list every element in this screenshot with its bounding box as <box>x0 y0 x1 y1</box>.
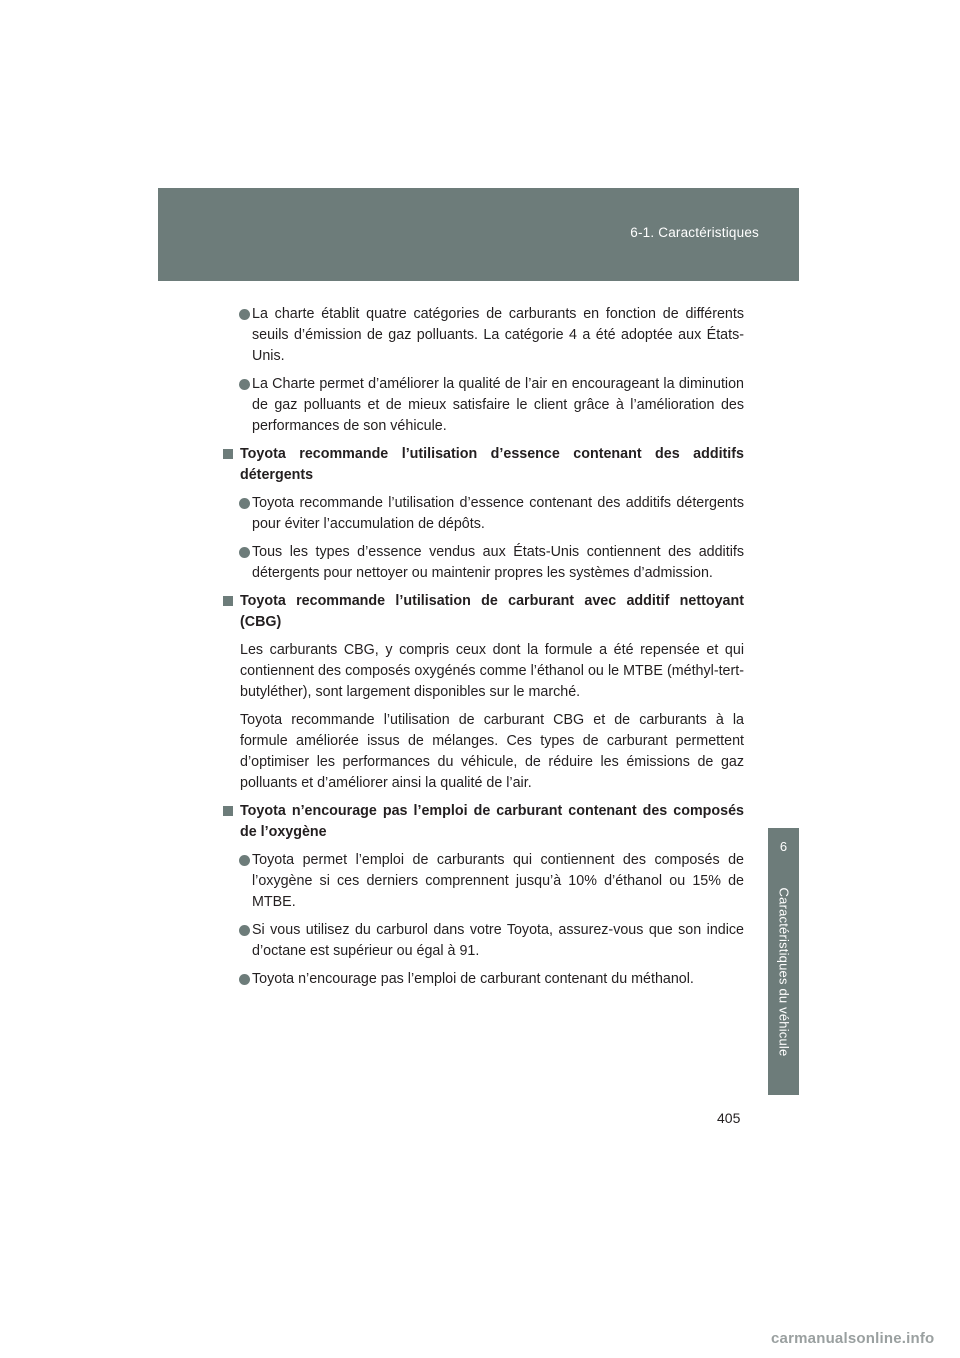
bullet-circle-icon <box>239 309 250 320</box>
square-marker-icon <box>223 449 233 459</box>
watermark: carmanualsonline.info <box>771 1330 935 1347</box>
bullet-item <box>222 374 744 437</box>
heading-text: Toyota recommande l’utilisation d’essence contenant des additifs détergents <box>240 446 744 483</box>
section-title: 6-1. Caractéristiques <box>630 225 759 240</box>
section-heading <box>222 444 744 486</box>
square-marker-icon <box>223 596 233 606</box>
square-marker-icon <box>223 806 233 816</box>
bullet-item <box>222 304 744 367</box>
bullet-circle-icon <box>239 974 250 985</box>
bullet-item <box>222 542 744 584</box>
bullet-text: Toyota n’encourage pas l’emploi de carburant contenant du méthanol. <box>252 971 694 987</box>
bullet-circle-icon <box>239 379 250 390</box>
page-number: 405 <box>717 1110 741 1126</box>
heading-text: Toyota n’encourage pas l’emploi de carburant contenant des composés de l’oxygène <box>240 803 744 840</box>
bullet-circle-icon <box>239 925 250 936</box>
chapter-tab <box>768 828 799 1095</box>
header-band <box>158 188 799 281</box>
bullet-item <box>222 493 744 535</box>
bullet-text: Tous les types d’essence vendus aux États-Unis contiennent des additifs détergents pour nettoyer ou maintenir propres les systèmes d’admission. <box>252 544 744 581</box>
bullet-item <box>222 850 744 913</box>
chapter-label: Caractéristiques du véhicule <box>776 887 791 1057</box>
chapter-number: 6 <box>779 839 788 854</box>
bullet-item <box>222 969 744 990</box>
section-heading <box>222 801 744 843</box>
bullet-circle-icon <box>239 855 250 866</box>
section-heading <box>222 591 744 633</box>
bullet-text: Si vous utilisez du carburol dans votre Toyota, assurez-vous que son indice d’octane est supérieur ou égal à 91. <box>252 922 744 959</box>
bullet-text: La Charte permet d’améliorer la qualité de l’air en encourageant la diminution de gaz polluants et de mieux satisfaire le client grâce à l’amélioration des performances de son véhicule. <box>252 376 744 434</box>
paragraph: Toyota recommande l’utilisation de carburant CBG et de carburants à la formule améliorée issus de mélanges. Ces types de carburant permettent d’optimiser les performances du véhicule, de réduire les émissions de gaz polluants et d’améliorer ainsi la qualité de l’air. <box>240 712 744 791</box>
bullet-text: Toyota recommande l’utilisation d’essence contenant des additifs détergents pour éviter l’accumulation de dépôts. <box>252 495 744 532</box>
paragraph: Les carburants CBG, y compris ceux dont la formule a été repensée et qui contiennent des composés oxygénés comme l’éthanol ou le MTBE (méthyl-tert-butyléther), sont largement disponibles sur le marché. <box>240 642 744 700</box>
bullet-circle-icon <box>239 498 250 509</box>
heading-text: Toyota recommande l’utilisation de carburant avec additif nettoyant (CBG) <box>240 593 744 630</box>
page-content <box>222 304 744 997</box>
bullet-circle-icon <box>239 547 250 558</box>
bullet-item <box>222 920 744 962</box>
bullet-text: Toyota permet l’emploi de carburants qui contiennent des composés de l’oxygène si ces derniers comprennent jusqu’à 10% d’éthanol ou 15% de MTBE. <box>252 852 744 910</box>
bullet-text: La charte établit quatre catégories de carburants en fonction de différents seuils d’émission de gaz polluants. La catégorie 4 a été adoptée aux États-Unis. <box>252 306 744 364</box>
